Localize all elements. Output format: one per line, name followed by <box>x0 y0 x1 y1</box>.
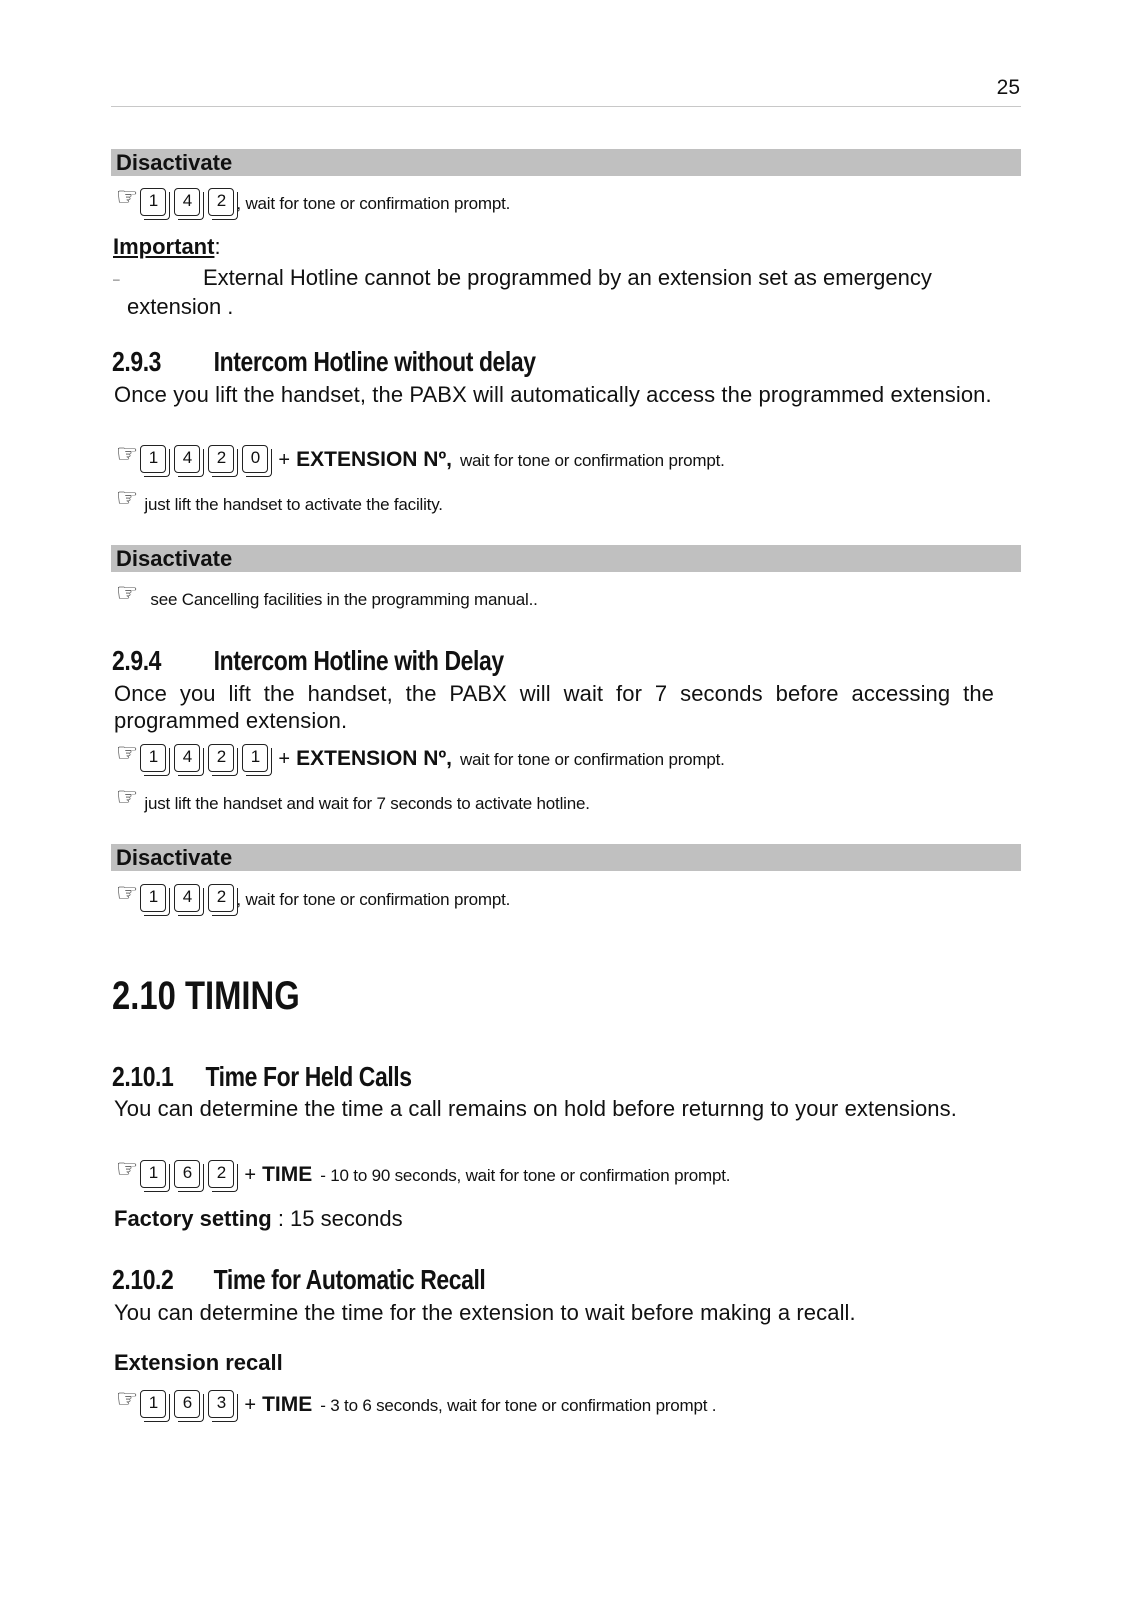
pointing-hand-icon: ☞ <box>116 578 139 607</box>
factory-setting: Factory setting : 15 seconds <box>114 1206 403 1231</box>
pointing-hand-icon: ☞ <box>116 1384 139 1413</box>
key-icon: 6 <box>174 1160 200 1188</box>
section-body: You can determine the time for the extension to wait before making a recall. <box>114 1300 856 1325</box>
subheading-extension-recall: Extension recall <box>114 1350 283 1375</box>
section-heading-2-9-3: 2.9.3 Intercom Hotline without delay <box>112 346 536 377</box>
header-rule <box>111 106 1021 107</box>
key-icon: 1 <box>140 884 166 912</box>
key-icon: 6 <box>174 1390 200 1418</box>
step-text: , wait for tone or confirmation prompt. <box>236 194 511 213</box>
pointing-hand-icon: ☞ <box>116 738 139 767</box>
key-icon: 1 <box>242 744 268 772</box>
activate-step: ☞ 1 6 2 + TIME - 10 to 90 seconds, wait for tone or confirmation prompt. <box>116 1154 731 1186</box>
section-body: Once you lift the handset, the PABX will wait for 7 seconds before accessing the programmed extension. <box>114 681 994 733</box>
key-icon: 0 <box>242 445 268 473</box>
key-icon: 4 <box>174 884 200 912</box>
pointing-hand-icon: ☞ <box>116 483 139 512</box>
chapter-heading-2-10: 2.10 TIMING <box>112 974 300 1018</box>
disactivate-step <box>116 180 510 216</box>
section-heading-2-10-2: 2.10.2 Time for Automatic Recall <box>112 1264 486 1295</box>
key-icon: 1 <box>140 744 166 772</box>
dash-marker: – <box>113 271 120 286</box>
key-icon: 2 <box>208 884 234 912</box>
key-icon: 1 <box>140 1390 166 1418</box>
activate-step: ☞ 1 4 2 0 + EXTENSION Nº, wait for tone or confirmation prompt. <box>116 439 725 471</box>
disactivate-band: Disactivate <box>111 545 1021 572</box>
key-icon: 2 <box>208 445 234 473</box>
important-note: – External Hotline cannot be programmed by an extension set as emergency extension . <box>113 265 932 319</box>
pointing-hand-icon: ☞ <box>116 1154 139 1183</box>
section-body: Once you lift the handset, the PABX will automatically access the programmed extension. <box>114 382 992 407</box>
usage-step: ☞ just lift the handset and wait for 7 seconds to activate hotline. <box>116 782 590 813</box>
important-label: Important: <box>113 234 221 259</box>
key-icon: 2 <box>208 188 234 216</box>
section-body: You can determine the time a call remains on hold before returnng to your extensions. <box>114 1096 957 1121</box>
activate-step: ☞ 1 6 3 + TIME - 3 to 6 seconds, wait for tone or confirmation prompt . <box>116 1384 717 1416</box>
activate-step: ☞ 1 4 2 1 + EXTENSION Nº, wait for tone or confirmation prompt. <box>116 738 725 770</box>
disactivate-band: Disactivate <box>111 844 1021 871</box>
usage-step: ☞ just lift the handset to activate the facility. <box>116 483 443 514</box>
disactivate-step: ☞ 1 4 2 , wait for tone or confirmation prompt. <box>116 876 510 912</box>
key-icon: 4 <box>174 445 200 473</box>
pointing-hand-icon: ☞ <box>116 878 139 907</box>
key-icon: 4 <box>174 188 200 216</box>
page-number: 25 <box>996 76 1020 99</box>
pointing-hand-icon: ☞ <box>116 439 139 468</box>
disactivate-step: ☞ see Cancelling facilities in the programming manual.. <box>116 578 538 609</box>
key-icon: 2 <box>208 1160 234 1188</box>
key-icon: 1 <box>140 188 166 216</box>
key-icon: 2 <box>208 744 234 772</box>
key-icon: 1 <box>140 1160 166 1188</box>
section-heading-2-10-1: 2.10.1 Time For Held Calls <box>112 1061 412 1092</box>
section-heading-2-9-4: 2.9.4 Intercom Hotline with Delay <box>112 645 504 676</box>
key-icon: 1 <box>140 445 166 473</box>
key-icon: 3 <box>208 1390 234 1418</box>
pointing-hand-icon: ☞ <box>116 182 139 211</box>
key-icon: 4 <box>174 744 200 772</box>
disactivate-band: Disactivate <box>111 149 1021 176</box>
pointing-hand-icon: ☞ <box>116 782 139 811</box>
